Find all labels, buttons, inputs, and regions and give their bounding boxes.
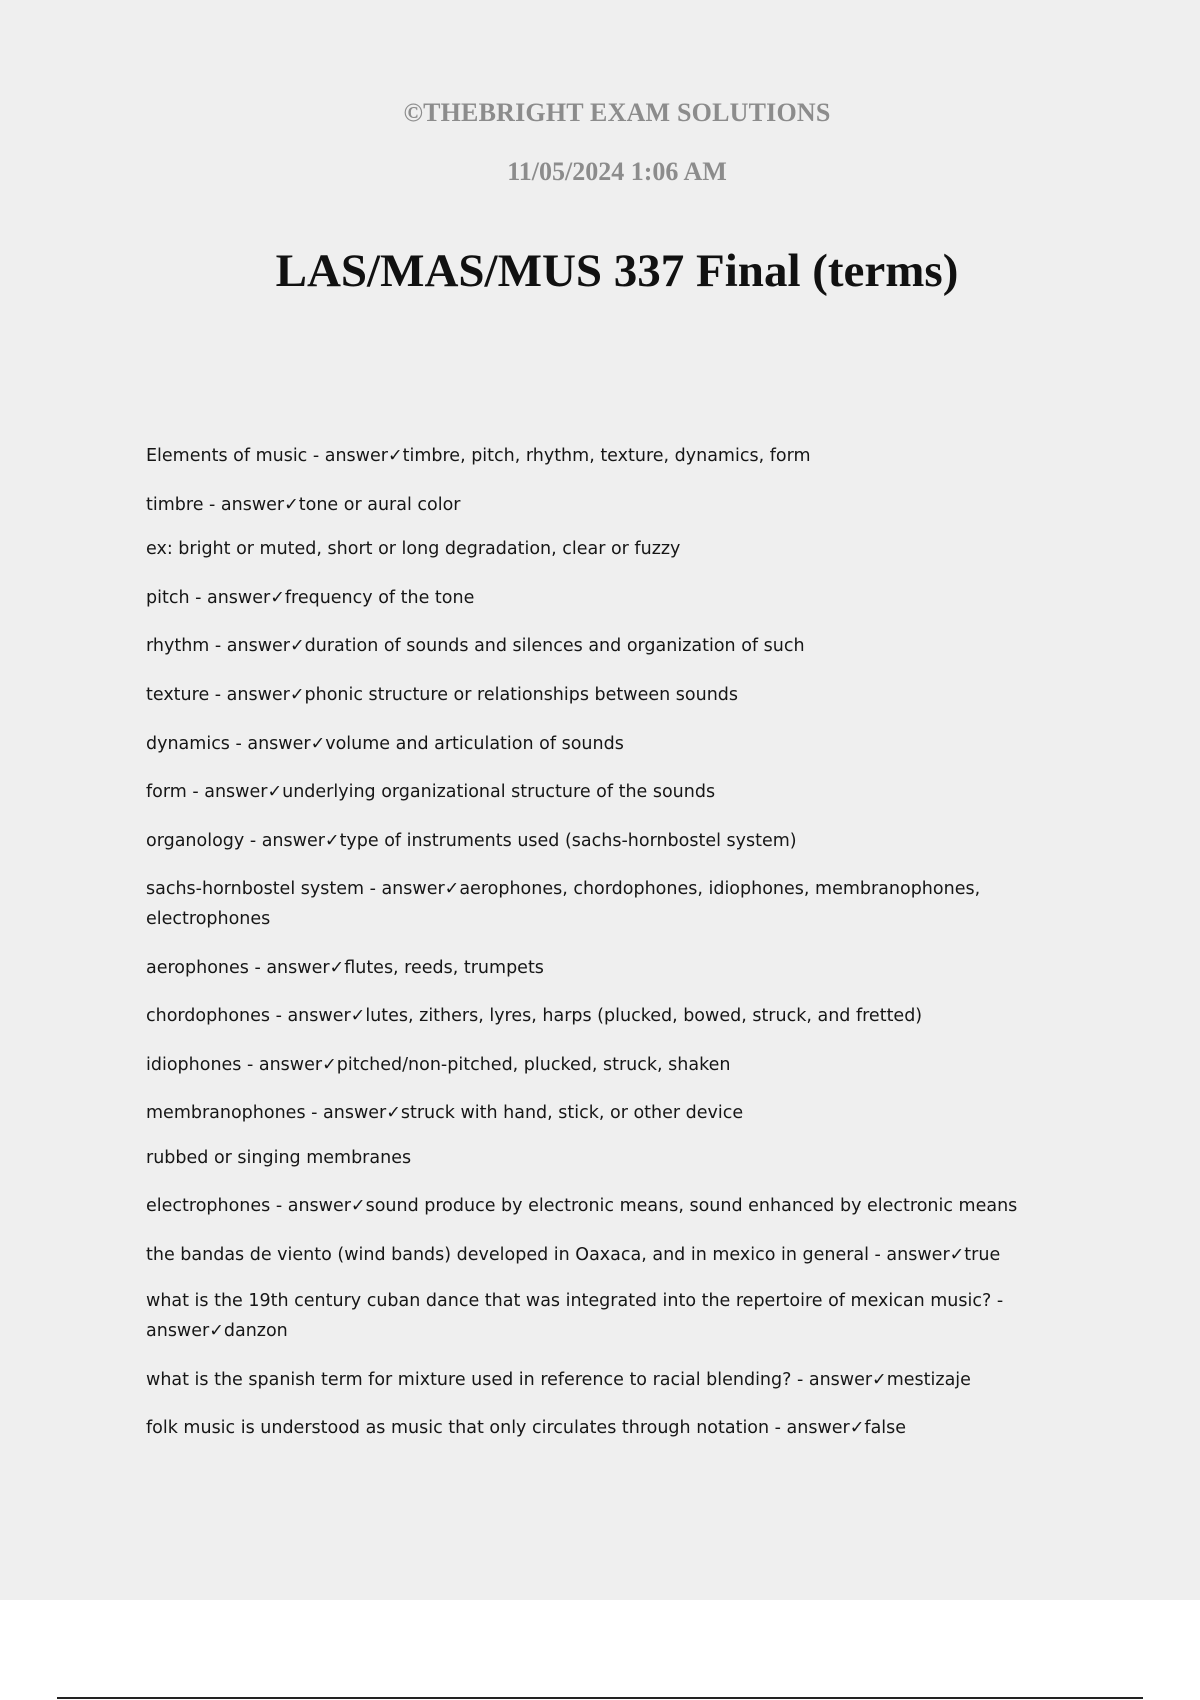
term-item: folk music is understood as music that only circulates through notation - answer✓false <box>146 1418 907 1438</box>
term-item: what is the 19th century cuban dance that was integrated into the repertoire of mexican music? - answer✓danzon <box>146 1291 1004 1341</box>
term-item: rhythm - answer✓duration of sounds and silences and organization of such <box>146 636 805 656</box>
term-item: electrophones - answer✓sound produce by electronic means, sound enhanced by electronic means <box>146 1196 1018 1216</box>
term-item: chordophones - answer✓lutes, zithers, lyres, harps (plucked, bowed, struck, and fretted) <box>146 1006 923 1026</box>
term-item: organology - answer✓type of instruments used (sachs-hornbostel system) <box>146 831 797 851</box>
term-item: texture - answer✓phonic structure or relationships between sounds <box>146 685 739 705</box>
term-item: idiophones - answer✓pitched/non-pitched, plucked, struck, shaken <box>146 1055 731 1075</box>
term-item: rubbed or singing membranes <box>146 1148 412 1168</box>
term-item: dynamics - answer✓volume and articulation of sounds <box>146 734 624 754</box>
timestamp-header: 11/05/2024 1:06 AM <box>507 157 727 186</box>
term-item: aerophones - answer✓flutes, reeds, trumpets <box>146 958 544 978</box>
term-item: form - answer✓underlying organizational structure of the sounds <box>146 782 716 802</box>
term-item: the bandas de viento (wind bands) developed in Oaxaca, and in mexico in general - answer✓true <box>146 1245 1001 1265</box>
term-item: Elements of music - answer✓timbre, pitch, rhythm, texture, dynamics, form <box>146 446 811 466</box>
term-item: timbre - answer✓tone or aural color <box>146 495 461 515</box>
term-item: sachs-hornbostel system - answer✓aerophones, chordophones, idiophones, membranophones, electrophones <box>146 879 981 929</box>
term-item: what is the spanish term for mixture used in reference to racial blending? - answer✓mestizaje <box>146 1370 971 1390</box>
term-item: ex: bright or muted, short or long degradation, clear or fuzzy <box>146 539 681 559</box>
page-title: LAS/MAS/MUS 337 Final (terms) <box>275 245 959 297</box>
footer-rule <box>57 1697 1143 1699</box>
term-item: membranophones - answer✓struck with hand, stick, or other device <box>146 1103 744 1123</box>
term-item: pitch - answer✓frequency of the tone <box>146 588 475 608</box>
watermark-header: ©THEBRIGHT EXAM SOLUTIONS <box>403 98 831 127</box>
